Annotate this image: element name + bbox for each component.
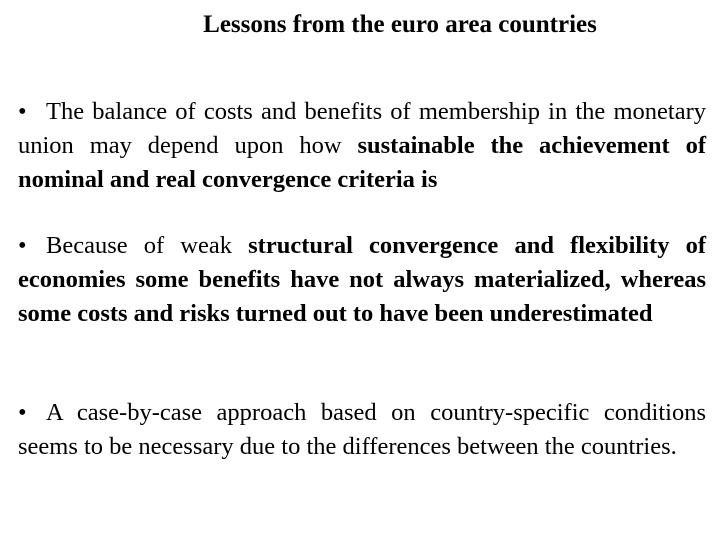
bullet-1-text-part-1: The balance of costs and benefits of membership in the monetary union may depend upon how <box>18 98 706 159</box>
slide-title-text: Lessons from the euro area countries <box>203 11 597 38</box>
bullet-dot-icon: • <box>18 98 27 125</box>
bullet-dot-icon: • <box>18 399 27 426</box>
bullet-3-text-part-1: A case-by-case approach based on country-specific conditions seems to be necessary due to the differences between the countries. <box>18 399 706 460</box>
slide-title <box>0 8 720 42</box>
bullet-2-text-part-1: Because of weak <box>46 232 249 259</box>
bullet-item-2 <box>18 229 706 331</box>
bullet-item-1 <box>18 95 706 197</box>
bullet-dot-icon: • <box>18 232 27 259</box>
bullet-1-text-part-2: sustainable the achievement of nominal and real convergence criteria is <box>18 132 706 193</box>
bullet-2-text-part-2: structural convergence and flexibility of economies some benefits have not always materialized, whereas some costs and risks turned out to have been underestimated <box>18 232 706 327</box>
bullet-item-3 <box>18 396 706 464</box>
